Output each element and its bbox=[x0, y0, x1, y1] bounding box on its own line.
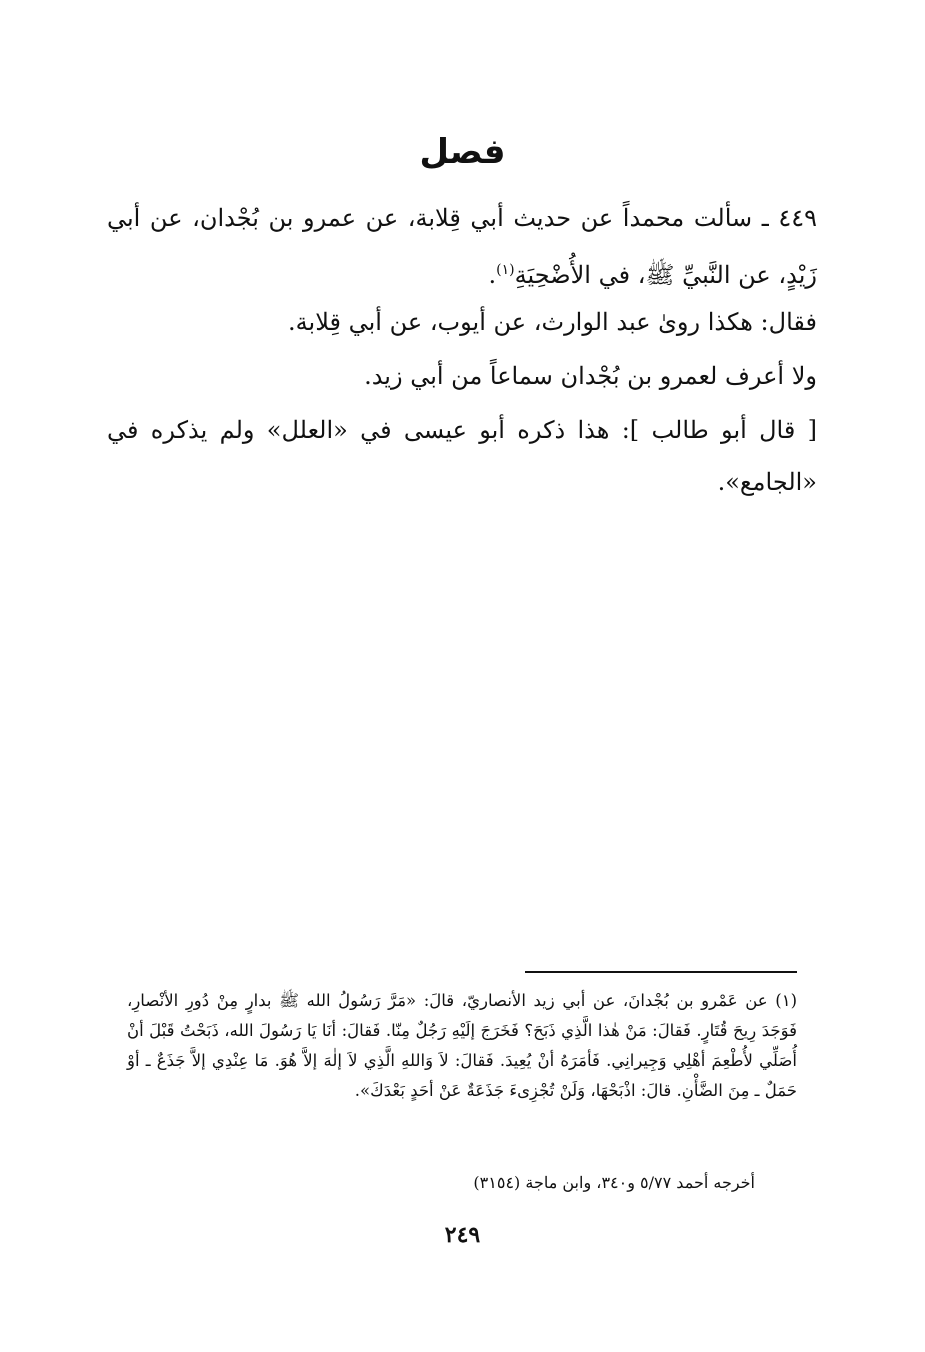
comment-paragraph bbox=[107, 350, 817, 402]
note-text: [ قال أبو طالب ]: هذا ذكره أبو عيسى في «العلل» ولم يذكره في «الجامع». bbox=[107, 416, 817, 496]
footnote-divider bbox=[525, 971, 797, 973]
hadith-text: ٤٤٩ ـ سألت محمداً عن حديث أبي قِلابة، عن عمرو بن بُجْدان، عن أبي زَيْدٍ، عن النَّبيِّ ﷺ، في الأُضْحِيَةِ bbox=[107, 204, 817, 289]
answer-text: فقال: هكذا روىٰ عبد الوارث، عن أيوب، عن أبي قِلابة. bbox=[288, 308, 817, 336]
note-paragraph bbox=[107, 404, 817, 508]
page-number: ٢٤٩ bbox=[444, 1222, 481, 1248]
footnote bbox=[127, 986, 797, 1106]
answer-paragraph bbox=[107, 296, 817, 348]
footnote-text: (١) عن عَمْرو بن بُجْدانَ، عن أبي زيد الأنصاريّ، قالَ: «مَرَّ رَسُولُ الله ﷺ بدارٍ مِنْ دُورِ الأنْصارِ، فَوَجَدَ رِيحَ قُتَارٍ. فَقالَ: مَنْ هٰذا الَّذِي ذَبَحَ؟ فَخَرَجَ إلَيْهِ رَجُلٌ مِنّا. فَقالَ: أنَا يَا رَسُولَ الله، ذَبَحْتُ قَبْلَ أنْ أُصَلِّي لأُطْعِمَ أهْلِي وَجِيرانِي. فَأمَرَهُ أنْ يُعِيدَ. فَقالَ: لاَ وَاللهِ الَّذِي لاَ إلٰهَ إلاَّ هُوَ. مَا عِنْدِي إلاَّ جَذَعٌ ـ أوْ حَمَلٌ ـ مِنَ الضَّأْنِ. قالَ: اذْبَحْهَا، وَلَنْ تُجْزِىءَ جَذَعَةٌ عَنْ أحَدٍ بَعْدَكَ». bbox=[127, 991, 797, 1100]
footnote-source: أخرجه أحمد ٥/٧٧ و٣٤٠، وابن ماجة (٣١٥٤) bbox=[473, 1173, 755, 1192]
footnote-marker: (١) bbox=[496, 262, 515, 278]
hadith-paragraph bbox=[107, 192, 817, 301]
hadith-text-end: . bbox=[488, 261, 497, 289]
comment-text: ولا أعرف لعمرو بن بُجْدان سماعاً من أبي زيد. bbox=[364, 362, 817, 390]
section-heading: فصل bbox=[419, 132, 506, 172]
